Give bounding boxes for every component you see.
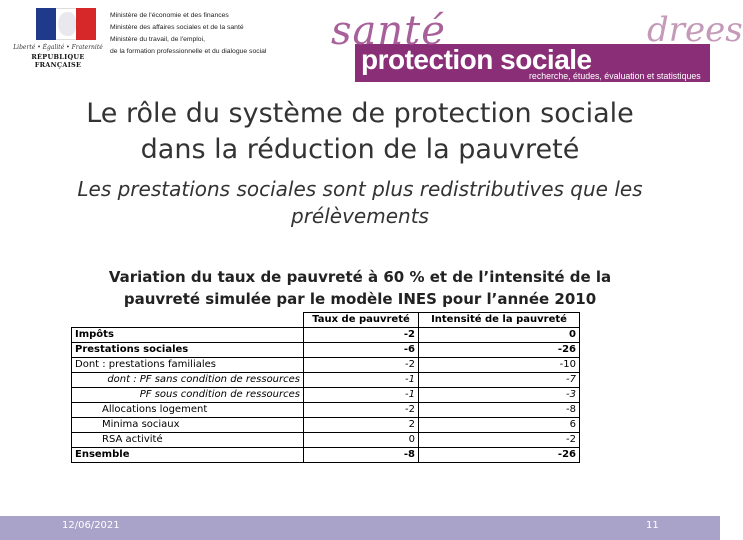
row-label: dont : PF sans condition de ressources: [72, 373, 304, 388]
row-intensite: 6: [419, 418, 580, 433]
republique-name: RÉPUBLIQUE FRANÇAISE: [31, 53, 85, 69]
table-row: [72, 358, 580, 373]
table-header-intensite: Intensité de la pauvreté: [419, 313, 580, 328]
slide-subtitle: [20, 176, 700, 230]
table-row: [72, 448, 580, 463]
slide-subtitle-line: Les prestations sociales sont plus redistributives que les: [77, 177, 643, 201]
row-label: Dont : prestations familiales: [72, 358, 304, 373]
table-header-empty: [72, 313, 304, 328]
table-title-line: pauvreté simulée par le modèle INES pour l’année 2010: [123, 290, 597, 308]
row-intensite: -26: [419, 343, 580, 358]
row-intensite: -8: [419, 403, 580, 418]
ministries-list: [110, 10, 266, 58]
slide-title-line: Le rôle du système de protection sociale: [86, 98, 634, 129]
row-intensite: -26: [419, 448, 580, 463]
table-title: [40, 266, 680, 310]
row-intensite: -2: [419, 433, 580, 448]
table-header-taux: Taux de pauvreté: [304, 313, 419, 328]
footer-date: 12/06/2021: [62, 520, 120, 531]
row-label: Prestations sociales: [72, 343, 304, 358]
marianne-flag-icon: [36, 8, 96, 40]
banner-tagline: recherche, études, évaluation et statistiques: [529, 71, 701, 81]
table-row: [72, 418, 580, 433]
table-title-line: Variation du taux de pauvreté à 60 % et de l’intensité de la: [108, 268, 612, 286]
ines-poverty-table: [71, 312, 580, 463]
republique-motto: Liberté • Égalité • Fraternité: [13, 44, 103, 51]
row-label: Allocations logement: [72, 403, 304, 418]
table-row: [72, 328, 580, 343]
footer-page-number: 11: [646, 520, 659, 531]
row-intensite: 0: [419, 328, 580, 343]
table-row: [72, 433, 580, 448]
row-label: RSA activité: [72, 433, 304, 448]
row-taux: -6: [304, 343, 419, 358]
row-intensite: -3: [419, 388, 580, 403]
row-taux: -2: [304, 358, 419, 373]
row-taux: -2: [304, 328, 419, 343]
row-taux: -1: [304, 373, 419, 388]
ministry-line: Ministère des affaires sociales et de la santé: [110, 24, 244, 31]
row-label: PF sous condition de ressources: [72, 388, 304, 403]
slide-title-line: dans la réduction de la pauvreté: [140, 134, 580, 165]
row-taux: 0: [304, 433, 419, 448]
row-label: Ensemble: [72, 448, 304, 463]
sante-protection-sociale-banner: [325, 8, 743, 84]
table-header-row: [72, 313, 580, 328]
slide-footer: [0, 516, 720, 540]
republique-francaise-logo: [12, 8, 104, 69]
ministry-line: Ministère du travail, de l'emploi,: [110, 36, 205, 43]
row-label: Impôts: [72, 328, 304, 343]
drees-logo: drees: [647, 10, 743, 50]
row-intensite: -7: [419, 373, 580, 388]
table-row: [72, 343, 580, 358]
table-row: [72, 403, 580, 418]
ministry-line: de la formation professionnelle et du dialogue social: [110, 48, 267, 55]
table-row: [72, 388, 580, 403]
row-taux: -8: [304, 448, 419, 463]
row-taux: -1: [304, 388, 419, 403]
slide-title: [20, 96, 700, 168]
slide-subtitle-line: prélèvements: [291, 204, 429, 228]
table-row: [72, 373, 580, 388]
row-intensite: -10: [419, 358, 580, 373]
banner-protection-sociale-text: protection sociale: [361, 44, 592, 75]
row-label: Minima sociaux: [72, 418, 304, 433]
row-taux: 2: [304, 418, 419, 433]
row-taux: -2: [304, 403, 419, 418]
ministry-line: Ministère de l'économie et des finances: [110, 12, 229, 19]
banner-sante-text: santé: [331, 8, 446, 54]
